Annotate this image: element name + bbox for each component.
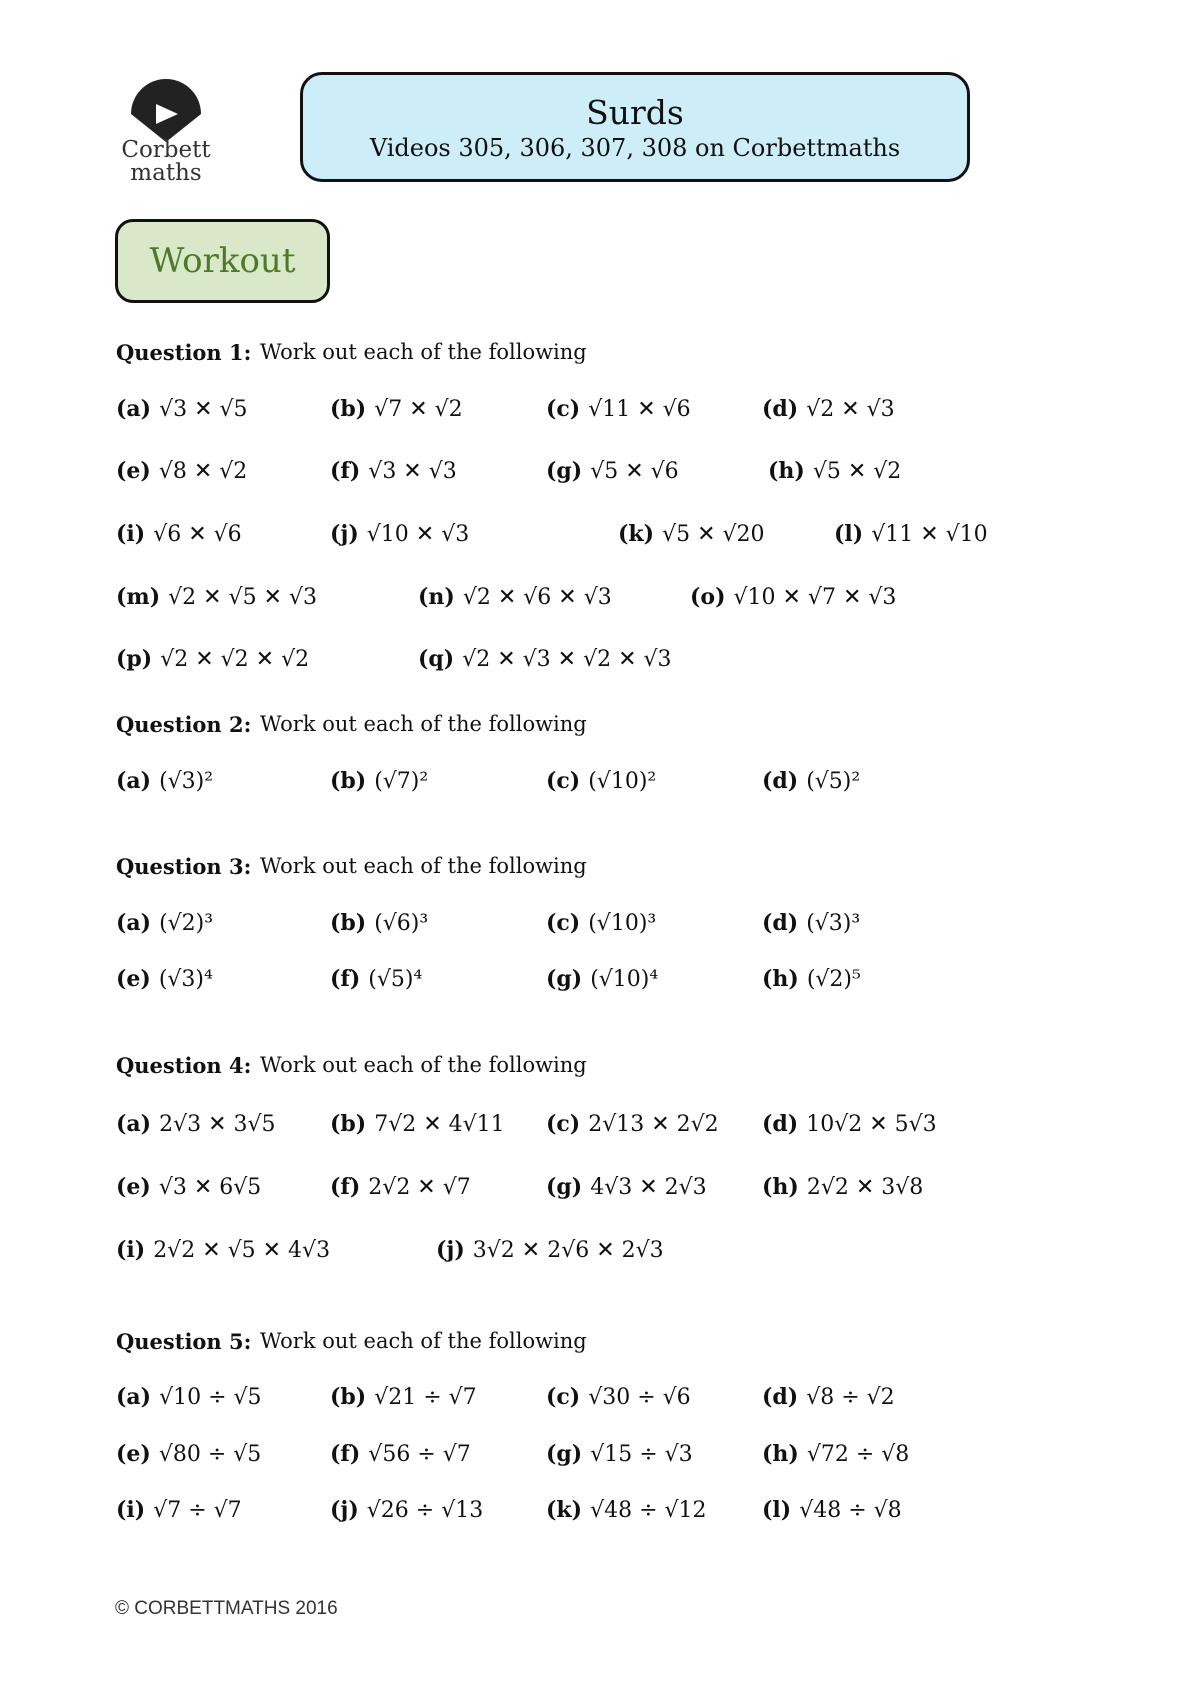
part-item: (g) √5 ✕ √6 [546, 458, 679, 484]
question-label: Question 5: [116, 1329, 252, 1354]
copyright-footer: © CORBETTMATHS 2016 [115, 1598, 338, 1619]
page-title: Surds [586, 93, 684, 132]
question-instruction: Work out each of the following [260, 340, 587, 364]
part-item: (a) √10 ÷ √5 [116, 1384, 262, 1410]
part-item: (c) 2√13 ✕ 2√2 [546, 1111, 719, 1137]
part-item: (d) (√3)³ [762, 910, 861, 936]
part-item: (f) √56 ÷ √7 [330, 1441, 471, 1467]
part-item: (b) (√6)³ [330, 910, 429, 936]
part-item: (b) 7√2 ✕ 4√11 [330, 1111, 505, 1137]
part-item: (h) (√2)⁵ [762, 966, 861, 992]
part-item: (a) (√3)² [116, 768, 214, 794]
part-item: (j) √26 ÷ √13 [330, 1497, 484, 1523]
part-item: (m) √2 ✕ √5 ✕ √3 [116, 584, 317, 610]
title-box [300, 72, 970, 182]
part-item: (f) (√5)⁴ [330, 966, 423, 992]
question-label: Question 4: [116, 1053, 252, 1078]
part-item: (f) √3 ✕ √3 [330, 458, 457, 484]
part-item: (i) √6 ✕ √6 [116, 521, 242, 547]
part-item: (g) √15 ÷ √3 [546, 1441, 693, 1467]
page-subtitle: Videos 305, 306, 307, 308 on Corbettmaths [369, 134, 901, 162]
part-item: (a) 2√3 ✕ 3√5 [116, 1111, 276, 1137]
part-item: (h) √72 ÷ √8 [762, 1441, 910, 1467]
part-item: (d) √2 ✕ √3 [762, 396, 895, 422]
part-item: (j) √10 ✕ √3 [330, 521, 470, 547]
part-item: (c) √30 ÷ √6 [546, 1384, 691, 1410]
workout-badge: Workout [115, 219, 330, 303]
part-item: (k) √48 ÷ √12 [546, 1497, 707, 1523]
question-label: Question 1: [116, 340, 252, 365]
part-item: (d) √8 ÷ √2 [762, 1384, 895, 1410]
part-item: (c) (√10)³ [546, 910, 657, 936]
corbettmaths-logo [116, 78, 216, 188]
question-label: Question 2: [116, 712, 252, 737]
part-item: (e) √8 ✕ √2 [116, 458, 248, 484]
question-instruction: Work out each of the following [260, 712, 587, 736]
part-item: (o) √10 ✕ √7 ✕ √3 [690, 584, 897, 610]
logo-text-line1: Corbett [121, 137, 211, 163]
part-item: (g) 4√3 ✕ 2√3 [546, 1174, 707, 1200]
part-item: (c) (√10)² [546, 768, 657, 794]
part-item: (e) √3 ✕ 6√5 [116, 1174, 262, 1200]
part-item: (l) √48 ÷ √8 [762, 1497, 902, 1523]
part-item: (q) √2 ✕ √3 ✕ √2 ✕ √3 [418, 646, 672, 672]
part-item: (e) (√3)⁴ [116, 966, 213, 992]
part-item: (c) √11 ✕ √6 [546, 396, 691, 422]
part-item: (i) 2√2 ✕ √5 ✕ 4√3 [116, 1237, 331, 1263]
part-item: (a) (√2)³ [116, 910, 214, 936]
part-item: (d) 10√2 ✕ 5√3 [762, 1111, 937, 1137]
question-instruction: Work out each of the following [260, 854, 587, 878]
part-item: (h) 2√2 ✕ 3√8 [762, 1174, 924, 1200]
part-item: (n) √2 ✕ √6 ✕ √3 [418, 584, 612, 610]
part-item: (l) √11 ✕ √10 [834, 521, 988, 547]
part-item: (p) √2 ✕ √2 ✕ √2 [116, 646, 310, 672]
part-item: (g) (√10)⁴ [546, 966, 659, 992]
question-instruction: Work out each of the following [260, 1329, 587, 1353]
part-item: (f) 2√2 ✕ √7 [330, 1174, 471, 1200]
part-item: (e) √80 ÷ √5 [116, 1441, 262, 1467]
question-instruction: Work out each of the following [260, 1053, 587, 1077]
part-item: (b) √7 ✕ √2 [330, 396, 463, 422]
part-item: (a) √3 ✕ √5 [116, 396, 248, 422]
part-item: (h) √5 ✕ √2 [768, 458, 902, 484]
part-item: (k) √5 ✕ √20 [618, 521, 765, 547]
part-item: (b) √21 ÷ √7 [330, 1384, 477, 1410]
part-item: (b) (√7)² [330, 768, 429, 794]
logo-text-line2: maths [130, 160, 202, 186]
question-label: Question 3: [116, 854, 252, 879]
part-item: (i) √7 ÷ √7 [116, 1497, 242, 1523]
part-item: (j) 3√2 ✕ 2√6 ✕ 2√3 [436, 1237, 664, 1263]
part-item: (d) (√5)² [762, 768, 861, 794]
